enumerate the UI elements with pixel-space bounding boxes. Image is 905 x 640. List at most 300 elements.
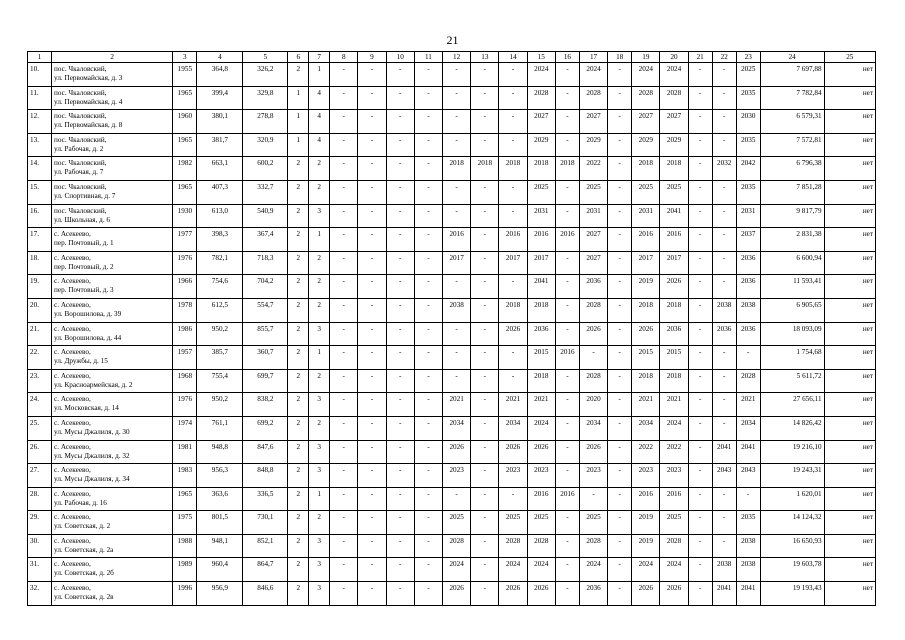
data-cell-col-11: - (414, 322, 442, 346)
data-cell-col-12: 2026 (443, 440, 471, 464)
table-row (28, 440, 876, 464)
flag-cell: нет (824, 298, 875, 322)
data-cell-col-21: - (688, 346, 712, 370)
data-cell-col-14: 2016 (499, 228, 527, 252)
column-header-22: 22 (712, 52, 736, 63)
data-cell-col-5: 848,8 (243, 464, 288, 488)
column-header-4: 4 (197, 52, 243, 63)
data-cell-col-9: - (358, 346, 386, 370)
table-row (28, 110, 876, 134)
data-cell-col-22: - (712, 511, 736, 535)
data-cell-col-15: 2026 (527, 440, 555, 464)
address-cell (52, 204, 173, 228)
column-header-13: 13 (471, 52, 499, 63)
data-cell-col-16: 2018 (555, 157, 579, 181)
data-cell-col-15: 2016 (527, 487, 555, 511)
data-cell-col-13: - (471, 416, 499, 440)
data-cell-col-18: - (608, 369, 632, 393)
data-cell-col-18: - (608, 322, 632, 346)
data-cell-col-9: - (358, 416, 386, 440)
data-cell-col-13: - (471, 180, 499, 204)
data-cell-col-3: 1974 (173, 416, 197, 440)
data-cell-col-4: 613,0 (197, 204, 243, 228)
data-cell-col-19: 2034 (632, 416, 660, 440)
row-number-cell: 17. (28, 228, 52, 252)
address-settlement: пос. Чкаловский, (54, 159, 107, 168)
data-cell-col-6: 1 (288, 110, 309, 134)
data-cell-col-7: 3 (309, 464, 330, 488)
address-settlement: с. Асекеево, (54, 300, 91, 309)
data-cell-col-13: - (471, 228, 499, 252)
data-cell-col-23: 2038 (736, 558, 760, 582)
data-cell-col-19: 2029 (632, 133, 660, 157)
row-number-cell: 11. (28, 86, 52, 110)
data-cell-col-11: - (414, 534, 442, 558)
table-row (28, 275, 876, 299)
data-cell-col-18: - (608, 534, 632, 558)
data-cell-col-12: 2017 (443, 251, 471, 275)
column-number-row (28, 52, 876, 63)
data-cell-col-16: - (555, 63, 579, 87)
data-cell-col-13: - (471, 582, 499, 606)
data-cell-col-13: - (471, 558, 499, 582)
data-cell-col-3: 1968 (173, 369, 197, 393)
data-cell-col-15: 2027 (527, 110, 555, 134)
column-header-10: 10 (386, 52, 414, 63)
data-cell-col-22: - (712, 275, 736, 299)
address-street: ул. Дружбы, д. 15 (54, 357, 108, 366)
data-cell-col-15: 2016 (527, 228, 555, 252)
data-cell-col-11: - (414, 346, 442, 370)
data-cell-col-5: 540,9 (243, 204, 288, 228)
data-cell-col-7: 3 (309, 582, 330, 606)
table-row (28, 133, 876, 157)
table-row (28, 582, 876, 606)
flag-cell: нет (824, 157, 875, 181)
data-cell-col-5: 326,2 (243, 63, 288, 87)
table-row (28, 157, 876, 181)
data-cell-col-10: - (386, 322, 414, 346)
row-number-cell: 13. (28, 133, 52, 157)
data-cell-col-18: - (608, 251, 632, 275)
data-cell-col-18: - (608, 558, 632, 582)
column-header-7: 7 (309, 52, 330, 63)
data-cell-col-21: - (688, 110, 712, 134)
data-cell-col-15: 2025 (527, 511, 555, 535)
data-cell-col-7: 1 (309, 487, 330, 511)
data-cell-col-19: 2019 (632, 534, 660, 558)
address-cell (52, 487, 173, 511)
data-cell-col-8: - (330, 369, 358, 393)
address-cell (52, 322, 173, 346)
data-cell-col-10: - (386, 251, 414, 275)
data-cell-col-9: - (358, 86, 386, 110)
data-cell-col-18: - (608, 228, 632, 252)
row-number-cell: 16. (28, 204, 52, 228)
data-cell-col-3: 1986 (173, 322, 197, 346)
data-cell-col-22: 2036 (712, 322, 736, 346)
data-cell-col-14: - (499, 275, 527, 299)
data-cell-col-14: 2018 (499, 157, 527, 181)
data-cell-col-11: - (414, 228, 442, 252)
data-cell-col-17: 2028 (579, 369, 607, 393)
data-cell-col-10: - (386, 110, 414, 134)
data-cell-col-16: - (555, 393, 579, 417)
data-cell-col-18: - (608, 416, 632, 440)
address-settlement: с. Асекеево, (54, 584, 91, 593)
data-cell-col-16: - (555, 440, 579, 464)
data-cell-col-14: 2017 (499, 251, 527, 275)
data-cell-col-5: 846,6 (243, 582, 288, 606)
data-cell-col-19: 2016 (632, 228, 660, 252)
data-cell-col-11: - (414, 369, 442, 393)
data-cell-col-3: 1965 (173, 86, 197, 110)
cost-cell: 18 093,09 (760, 322, 824, 346)
data-cell-col-7: 2 (309, 157, 330, 181)
data-cell-col-23: 2030 (736, 110, 760, 134)
data-cell-col-16: - (555, 464, 579, 488)
data-cell-col-15: 2018 (527, 157, 555, 181)
data-cell-col-4: 956,9 (197, 582, 243, 606)
data-cell-col-17: 2029 (579, 133, 607, 157)
data-cell-col-15: 2024 (527, 558, 555, 582)
data-cell-col-15: 2018 (527, 298, 555, 322)
data-cell-col-19: 2027 (632, 110, 660, 134)
data-cell-col-15: 2017 (527, 251, 555, 275)
cost-cell: 7 782,84 (760, 86, 824, 110)
address-settlement: с. Асекеево, (54, 513, 91, 522)
address-settlement: пос. Чкаловский, (54, 88, 107, 97)
data-cell-col-14: 2025 (499, 511, 527, 535)
address-street: ул. Мусы Джалиля, д. 32 (54, 451, 130, 460)
column-header-2: 2 (52, 52, 173, 63)
row-number-cell: 31. (28, 558, 52, 582)
data-cell-col-22: - (712, 534, 736, 558)
data-cell-col-3: 1981 (173, 440, 197, 464)
address-cell (52, 180, 173, 204)
data-cell-col-4: 950,2 (197, 393, 243, 417)
data-cell-col-21: - (688, 204, 712, 228)
data-cell-col-3: 1966 (173, 275, 197, 299)
data-cell-col-16: - (555, 582, 579, 606)
data-cell-col-12: 2021 (443, 393, 471, 417)
data-cell-col-8: - (330, 534, 358, 558)
address-cell (52, 346, 173, 370)
data-cell-col-4: 398,3 (197, 228, 243, 252)
data-cell-col-23: 2038 (736, 298, 760, 322)
data-cell-col-22: - (712, 251, 736, 275)
flag-cell: нет (824, 558, 875, 582)
data-cell-col-5: 699,2 (243, 416, 288, 440)
data-cell-col-10: - (386, 511, 414, 535)
data-cell-col-22: - (712, 346, 736, 370)
data-cell-col-23: 2035 (736, 180, 760, 204)
data-cell-col-21: - (688, 487, 712, 511)
data-cell-col-13: - (471, 322, 499, 346)
table-row (28, 369, 876, 393)
data-cell-col-3: 1955 (173, 63, 197, 87)
data-cell-col-13: - (471, 110, 499, 134)
data-cell-col-8: - (330, 180, 358, 204)
flag-cell: нет (824, 110, 875, 134)
row-number-cell: 12. (28, 110, 52, 134)
data-cell-col-19: 2026 (632, 582, 660, 606)
data-cell-col-23: 2042 (736, 157, 760, 181)
data-cell-col-13: - (471, 369, 499, 393)
data-cell-col-4: 364,8 (197, 63, 243, 87)
data-cell-col-6: 2 (288, 582, 309, 606)
page-number: 21 (446, 33, 459, 47)
data-cell-col-22: - (712, 180, 736, 204)
data-cell-col-19: 2021 (632, 393, 660, 417)
data-cell-col-21: - (688, 464, 712, 488)
column-header-3: 3 (173, 52, 197, 63)
data-cell-col-23: 2041 (736, 582, 760, 606)
data-cell-col-17: 2036 (579, 275, 607, 299)
data-cell-col-16: - (555, 86, 579, 110)
column-header-25: 25 (824, 52, 875, 63)
data-cell-col-21: - (688, 582, 712, 606)
address-settlement: пос. Чкаловский, (54, 135, 107, 144)
data-cell-col-6: 2 (288, 534, 309, 558)
data-cell-col-14: 2024 (499, 558, 527, 582)
data-cell-col-17: 2024 (579, 558, 607, 582)
cost-cell: 7 697,88 (760, 63, 824, 87)
data-cell-col-17: - (579, 346, 607, 370)
cost-cell: 6 796,38 (760, 157, 824, 181)
data-cell-col-12: - (443, 369, 471, 393)
data-cell-col-6: 2 (288, 228, 309, 252)
data-cell-col-23: 2035 (736, 133, 760, 157)
address-settlement: с. Асекеево, (54, 324, 91, 333)
data-cell-col-15: 2041 (527, 275, 555, 299)
cost-cell: 6 600,94 (760, 251, 824, 275)
data-cell-col-13: - (471, 133, 499, 157)
address-settlement: с. Асекеево, (54, 348, 91, 357)
data-cell-col-14: 2028 (499, 534, 527, 558)
cost-cell: 19 216,10 (760, 440, 824, 464)
data-cell-col-14: 2034 (499, 416, 527, 440)
data-cell-col-3: 1975 (173, 511, 197, 535)
address-cell (52, 393, 173, 417)
data-cell-col-3: 1982 (173, 157, 197, 181)
data-cell-col-22: 2032 (712, 157, 736, 181)
flag-cell: нет (824, 416, 875, 440)
flag-cell: нет (824, 534, 875, 558)
data-cell-col-11: - (414, 110, 442, 134)
data-cell-col-3: 1978 (173, 298, 197, 322)
address-street: ул. Первомайская, д. 3 (54, 74, 123, 82)
column-header-11: 11 (414, 52, 442, 63)
data-cell-col-23: 2025 (736, 63, 760, 87)
data-cell-col-23: 2035 (736, 86, 760, 110)
flag-cell: нет (824, 346, 875, 370)
data-cell-col-21: - (688, 180, 712, 204)
data-cell-col-5: 855,7 (243, 322, 288, 346)
data-cell-col-20: 2024 (660, 63, 688, 87)
data-cell-col-14: - (499, 63, 527, 87)
data-cell-col-10: - (386, 487, 414, 511)
data-cell-col-14: - (499, 487, 527, 511)
data-cell-col-17: 2026 (579, 322, 607, 346)
column-header-24: 24 (760, 52, 824, 63)
data-cell-col-14: - (499, 180, 527, 204)
flag-cell: нет (824, 63, 875, 87)
address-cell (52, 440, 173, 464)
flag-cell: нет (824, 180, 875, 204)
cost-cell: 19 243,31 (760, 464, 824, 488)
data-cell-col-11: - (414, 86, 442, 110)
data-cell-col-7: 2 (309, 251, 330, 275)
data-cell-col-19: 2022 (632, 440, 660, 464)
data-cell-col-12: 2034 (443, 416, 471, 440)
data-cell-col-4: 801,5 (197, 511, 243, 535)
data-cell-col-7: 2 (309, 180, 330, 204)
column-header-1: 1 (28, 52, 52, 63)
cost-cell: 1 754,68 (760, 346, 824, 370)
data-cell-col-3: 1983 (173, 464, 197, 488)
data-cell-col-10: - (386, 275, 414, 299)
data-cell-col-10: - (386, 157, 414, 181)
data-cell-col-5: 320,9 (243, 133, 288, 157)
data-cell-col-21: - (688, 86, 712, 110)
data-cell-col-11: - (414, 416, 442, 440)
address-settlement: пос. Чкаловский, (54, 112, 107, 121)
address-street: ул. Мусы Джалиля, д. 30 (54, 427, 130, 436)
data-cell-col-16: - (555, 558, 579, 582)
data-cell-col-21: - (688, 63, 712, 87)
data-cell-col-11: - (414, 275, 442, 299)
data-cell-col-12: - (443, 275, 471, 299)
data-cell-col-14: 2026 (499, 440, 527, 464)
data-cell-col-5: 600,2 (243, 157, 288, 181)
data-cell-col-18: - (608, 63, 632, 87)
address-cell (52, 416, 173, 440)
data-cell-col-18: - (608, 393, 632, 417)
column-header-16: 16 (555, 52, 579, 63)
data-cell-col-6: 2 (288, 464, 309, 488)
address-street: пер. Почтовый, д. 2 (54, 262, 114, 271)
data-cell-col-3: 1965 (173, 133, 197, 157)
table-row (28, 251, 876, 275)
data-cell-col-17: 2023 (579, 464, 607, 488)
data-cell-col-19: 2018 (632, 369, 660, 393)
data-cell-col-7: 3 (309, 204, 330, 228)
flag-cell: нет (824, 440, 875, 464)
data-cell-col-13: - (471, 511, 499, 535)
cost-cell: 7 572,81 (760, 133, 824, 157)
row-number-cell: 15. (28, 180, 52, 204)
data-cell-col-21: - (688, 322, 712, 346)
data-cell-col-6: 2 (288, 487, 309, 511)
data-cell-col-20: 2025 (660, 180, 688, 204)
data-cell-col-14: 2026 (499, 582, 527, 606)
data-cell-col-6: 1 (288, 86, 309, 110)
data-cell-col-7: 2 (309, 369, 330, 393)
column-header-5: 5 (243, 52, 288, 63)
data-cell-col-10: - (386, 558, 414, 582)
data-cell-col-17: 2034 (579, 416, 607, 440)
data-cell-col-15: 2028 (527, 86, 555, 110)
data-cell-col-18: - (608, 86, 632, 110)
data-cell-col-9: - (358, 558, 386, 582)
address-street: ул. Советская, д. 2 (54, 522, 111, 531)
data-cell-col-21: - (688, 275, 712, 299)
data-cell-col-21: - (688, 133, 712, 157)
row-number-cell: 20. (28, 298, 52, 322)
data-cell-col-9: - (358, 393, 386, 417)
data-cell-col-10: - (386, 582, 414, 606)
data-cell-col-8: - (330, 582, 358, 606)
data-cell-col-20: 2024 (660, 558, 688, 582)
data-cell-col-20: 2022 (660, 440, 688, 464)
address-cell (52, 157, 173, 181)
row-number-cell: 10. (28, 63, 52, 87)
data-cell-col-10: - (386, 440, 414, 464)
data-cell-col-19: 2023 (632, 464, 660, 488)
data-cell-col-7: 4 (309, 133, 330, 157)
data-cell-col-5: 847,6 (243, 440, 288, 464)
data-cell-col-23: 2041 (736, 440, 760, 464)
table-row (28, 511, 876, 535)
data-cell-col-16: - (555, 133, 579, 157)
data-cell-col-9: - (358, 369, 386, 393)
data-cell-col-20: 2027 (660, 110, 688, 134)
data-cell-col-16: - (555, 534, 579, 558)
data-cell-col-6: 2 (288, 346, 309, 370)
data-cell-col-12: - (443, 322, 471, 346)
row-number-cell: 26. (28, 440, 52, 464)
data-cell-col-20: 2023 (660, 464, 688, 488)
data-cell-col-21: - (688, 558, 712, 582)
data-cell-col-15: 2015 (527, 346, 555, 370)
data-cell-col-6: 2 (288, 157, 309, 181)
data-cell-col-16: - (555, 251, 579, 275)
data-cell-col-19: 2024 (632, 558, 660, 582)
address-settlement: с. Асекеево, (54, 418, 91, 427)
flag-cell: нет (824, 582, 875, 606)
column-header-20: 20 (660, 52, 688, 63)
data-cell-col-4: 782,1 (197, 251, 243, 275)
flag-cell: нет (824, 322, 875, 346)
column-header-23: 23 (736, 52, 760, 63)
address-cell (52, 275, 173, 299)
data-cell-col-12: - (443, 133, 471, 157)
data-cell-col-13: - (471, 487, 499, 511)
data-cell-col-17: 2020 (579, 393, 607, 417)
data-cell-col-13: - (471, 251, 499, 275)
data-cell-col-8: - (330, 251, 358, 275)
column-header-15: 15 (527, 52, 555, 63)
address-cell (52, 63, 173, 87)
column-header-8: 8 (330, 52, 358, 63)
table-row (28, 204, 876, 228)
data-cell-col-22: - (712, 393, 736, 417)
data-cell-col-14: - (499, 133, 527, 157)
address-street: пер. Почтовый, д. 3 (54, 286, 114, 295)
data-cell-col-9: - (358, 298, 386, 322)
data-cell-col-12: 2025 (443, 511, 471, 535)
address-settlement: с. Асекеево, (54, 253, 91, 262)
data-cell-col-21: - (688, 416, 712, 440)
cost-cell: 16 650,93 (760, 534, 824, 558)
data-cell-col-16: - (555, 416, 579, 440)
data-cell-col-3: 1977 (173, 228, 197, 252)
data-cell-col-19: 2019 (632, 511, 660, 535)
data-cell-col-17: 2026 (579, 440, 607, 464)
table-body (28, 63, 876, 606)
row-number-cell: 23. (28, 369, 52, 393)
